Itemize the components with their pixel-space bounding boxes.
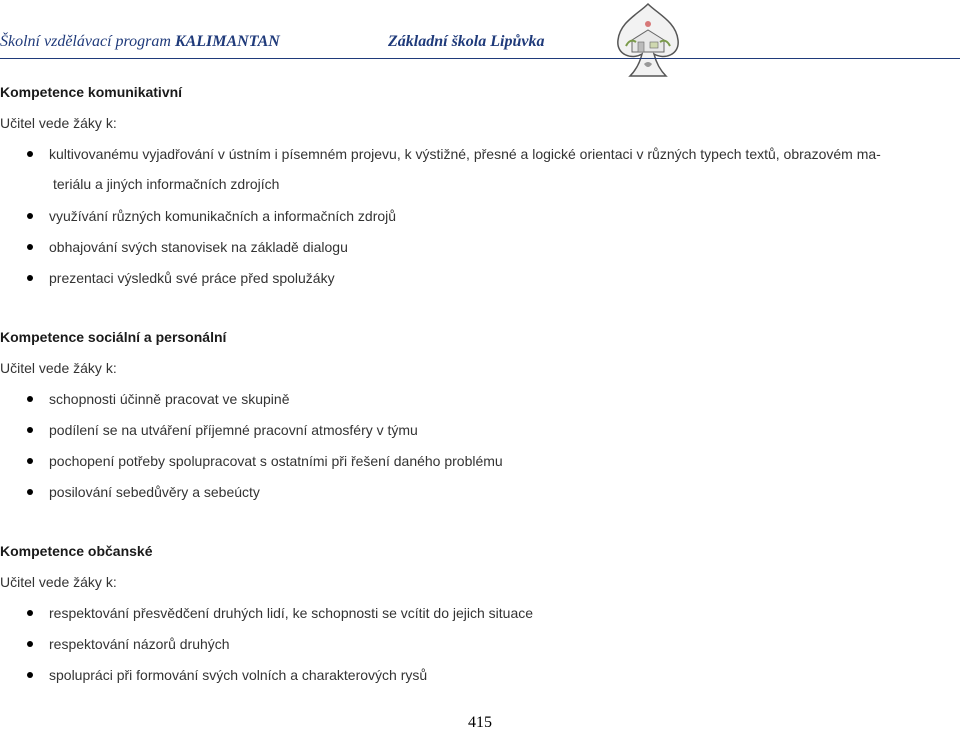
competence-list [0, 146, 960, 301]
competence-list [0, 605, 960, 698]
bullet-icon [27, 641, 33, 647]
list-item-text: spolupráci při formování svých volních a charakterových rysů [49, 667, 428, 683]
bullet-icon [27, 610, 33, 616]
section-subtitle: Učitel vede žáky k: [0, 115, 117, 131]
list-item-text: respektování názorů druhých [49, 636, 230, 652]
program-name: KALIMANTAN [174, 33, 280, 50]
competence-list [0, 391, 960, 515]
list-item [0, 391, 960, 422]
section-title: Kompetence občanské [0, 543, 153, 559]
list-item [0, 605, 960, 636]
list-item-text: pochopení potřeby spolupracovat s ostatními při řešení daného problému [49, 453, 503, 469]
school-logo [608, 0, 688, 80]
bullet-icon [27, 396, 33, 402]
bullet-icon [27, 427, 33, 433]
list-item-text: prezentaci výsledků své práce před spolužáky [49, 270, 335, 286]
list-item [0, 239, 960, 270]
bullet-icon [27, 213, 33, 219]
list-item-text: respektování přesvědčení druhých lidí, ke schopnosti se vcítit do jejich situace [49, 605, 534, 621]
program-title [0, 33, 280, 51]
bullet-icon [27, 458, 33, 464]
list-item-text: posilování sebedůvěry a sebeúcty [49, 484, 260, 500]
list-item [0, 270, 960, 301]
section-subtitle: Učitel vede žáky k: [0, 574, 117, 590]
section-communicative [0, 84, 960, 301]
list-item-text: podílení se na utváření příjemné pracovní atmosféry v týmu [49, 422, 418, 438]
page-number: 415 [468, 714, 492, 731]
bullet-icon [27, 489, 33, 495]
list-item [0, 208, 960, 239]
list-item-text: schopnosti účinně pracovat ve skupině [49, 391, 290, 407]
list-item [0, 667, 960, 698]
section-title: Kompetence komunikativní [0, 84, 183, 100]
list-item [0, 484, 960, 515]
list-item [0, 453, 960, 484]
section-title: Kompetence sociální a personální [0, 329, 227, 345]
school-name: Základní škola Lipůvka [388, 33, 545, 50]
section-social-personal [0, 329, 960, 515]
list-item [0, 636, 960, 667]
section-civic [0, 543, 960, 698]
bullet-icon [27, 275, 33, 281]
list-item [0, 422, 960, 453]
list-item-text-continued: teriálu a jiných informačních zdrojích [53, 176, 280, 192]
bullet-icon [27, 244, 33, 250]
page-header [0, 0, 960, 80]
list-item-text: obhajování svých stanovisek na základě dialogu [49, 239, 348, 255]
bullet-icon [27, 672, 33, 678]
list-item [0, 146, 960, 208]
header-rule [0, 58, 960, 59]
bullet-icon [27, 151, 33, 157]
program-title-text: Školní vzdělávací program [0, 33, 175, 50]
section-subtitle: Učitel vede žáky k: [0, 360, 117, 376]
list-item-text: využívání různých komunikačních a informačních zdrojů [49, 208, 397, 224]
list-item-text: kultivovanému vyjadřování v ústním i písemném projevu, k výstižné, přesné a logické orientaci v různých typech textů, obrazovém ma- [49, 146, 881, 162]
